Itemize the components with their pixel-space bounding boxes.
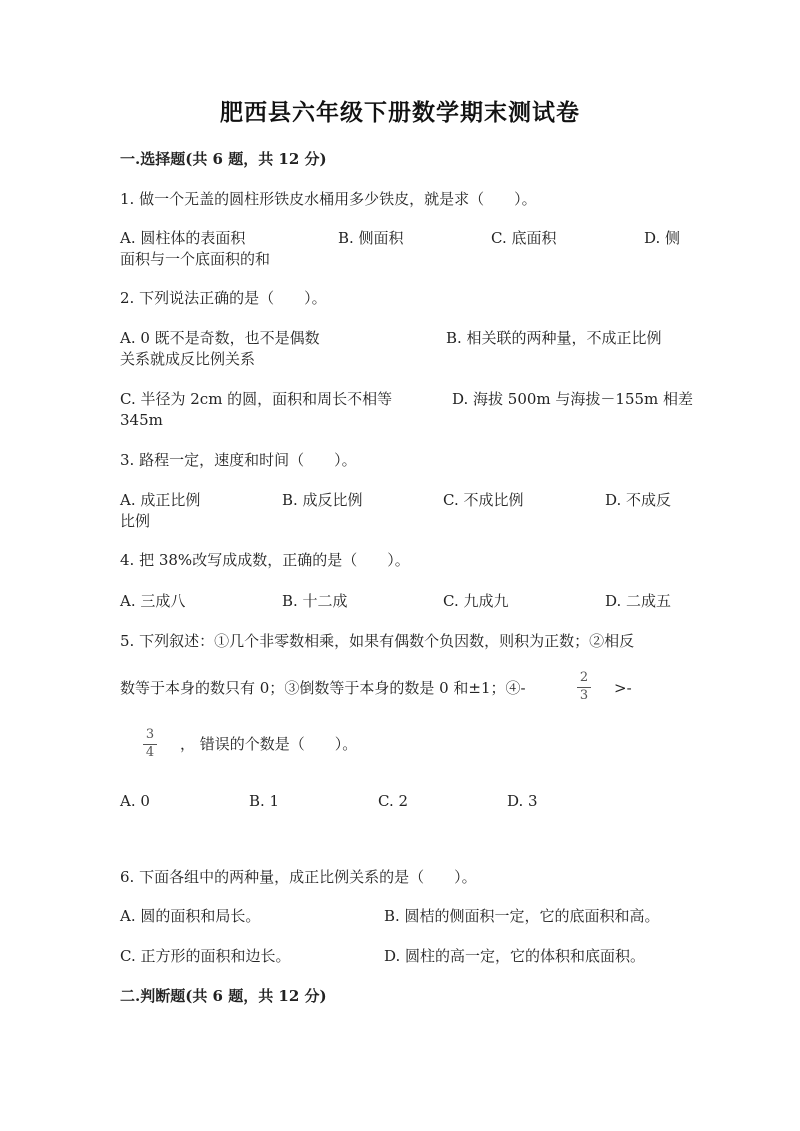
q2-option-d: D. 海拔 500m 与海拔－155m 相差 bbox=[452, 390, 694, 408]
q1-option-c: C. 底面积 bbox=[491, 229, 557, 247]
q2-option-d-continued: 345m bbox=[120, 411, 163, 429]
question-2-stem: 2. 下列说法正确的是（ ）。 bbox=[120, 289, 327, 307]
q6-option-d: D. 圆柱的高一定，它的体积和底面积。 bbox=[384, 947, 646, 965]
section-heading-choice: 一.选择题(共 6 题，共 12 分) bbox=[120, 150, 327, 168]
q4-option-c: C. 九成九 bbox=[443, 592, 509, 610]
q2-option-b-continued: 关系就成反比例关系 bbox=[120, 350, 256, 368]
q3-option-a: A. 成正比例 bbox=[120, 491, 201, 509]
fraction-numerator: 2 bbox=[579, 670, 589, 685]
q5-option-a: A. 0 bbox=[120, 792, 150, 810]
q3-option-b: B. 成反比例 bbox=[282, 491, 363, 509]
q4-option-b: B. 十二成 bbox=[282, 592, 348, 610]
q2-option-c: C. 半径为 2cm 的圆，面积和周长不相等 bbox=[120, 390, 393, 408]
q2-option-a: A. 0 既不是奇数，也不是偶数 bbox=[120, 329, 320, 347]
fraction-numerator: 3 bbox=[145, 727, 155, 742]
q6-option-b: B. 圆桔的侧面积一定，它的底面积和高。 bbox=[384, 907, 660, 925]
q5-option-b: B. 1 bbox=[249, 792, 280, 810]
q3-option-d: D. 不成反 bbox=[605, 491, 672, 509]
question-5-line-2: 数等于本身的数只有 0；③倒数等于本身的数是 0 和±1；④- bbox=[120, 679, 526, 697]
q3-option-c: C. 不成比例 bbox=[443, 491, 524, 509]
q1-option-a: A. 圆柱体的表面积 bbox=[120, 229, 246, 247]
fraction-denominator: 3 bbox=[579, 688, 589, 703]
fraction-two-thirds bbox=[577, 671, 591, 703]
question-1-stem: 1. 做一个无盖的圆柱形铁皮水桶用多少铁皮，就是求（ ）。 bbox=[120, 190, 537, 208]
q6-option-a: A. 圆的面积和局长。 bbox=[120, 907, 261, 925]
question-6-stem: 6. 下面各组中的两种量，成正比例关系的是（ ）。 bbox=[120, 868, 477, 886]
q1-option-d: D. 侧 bbox=[644, 229, 681, 247]
q3-option-d-continued: 比例 bbox=[120, 512, 151, 530]
question-3-stem: 3. 路程一定，速度和时间（ ）。 bbox=[120, 451, 357, 469]
q1-option-b: B. 侧面积 bbox=[338, 229, 404, 247]
fraction-denominator: 4 bbox=[145, 745, 155, 760]
question-5-line-3: ， 错误的个数是（ ）。 bbox=[180, 735, 358, 753]
question-5-line-1: 5. 下列叙述：①几个非零数相乘，如果有偶数个负因数，则积为正数；②相反 bbox=[120, 632, 635, 650]
fraction-three-quarters bbox=[143, 728, 157, 760]
q5-option-c: C. 2 bbox=[378, 792, 409, 810]
question-4-stem: 4. 把 38%改写成成数，正确的是（ ）。 bbox=[120, 551, 410, 569]
q4-option-d: D. 二成五 bbox=[605, 592, 672, 610]
q1-option-d-continued: 面积与一个底面积的和 bbox=[120, 250, 271, 268]
page-title: 肥西县六年级下册数学期末测试卷 bbox=[220, 99, 580, 126]
section-heading-judgement: 二.判断题(共 6 题，共 12 分) bbox=[120, 987, 327, 1005]
q2-option-b: B. 相关联的两种量，不成正比例 bbox=[446, 329, 662, 347]
q5-option-d: D. 3 bbox=[507, 792, 538, 810]
greater-than-negative: >- bbox=[614, 679, 632, 697]
q4-option-a: A. 三成八 bbox=[120, 592, 186, 610]
q6-option-c: C. 正方形的面积和边长。 bbox=[120, 947, 291, 965]
